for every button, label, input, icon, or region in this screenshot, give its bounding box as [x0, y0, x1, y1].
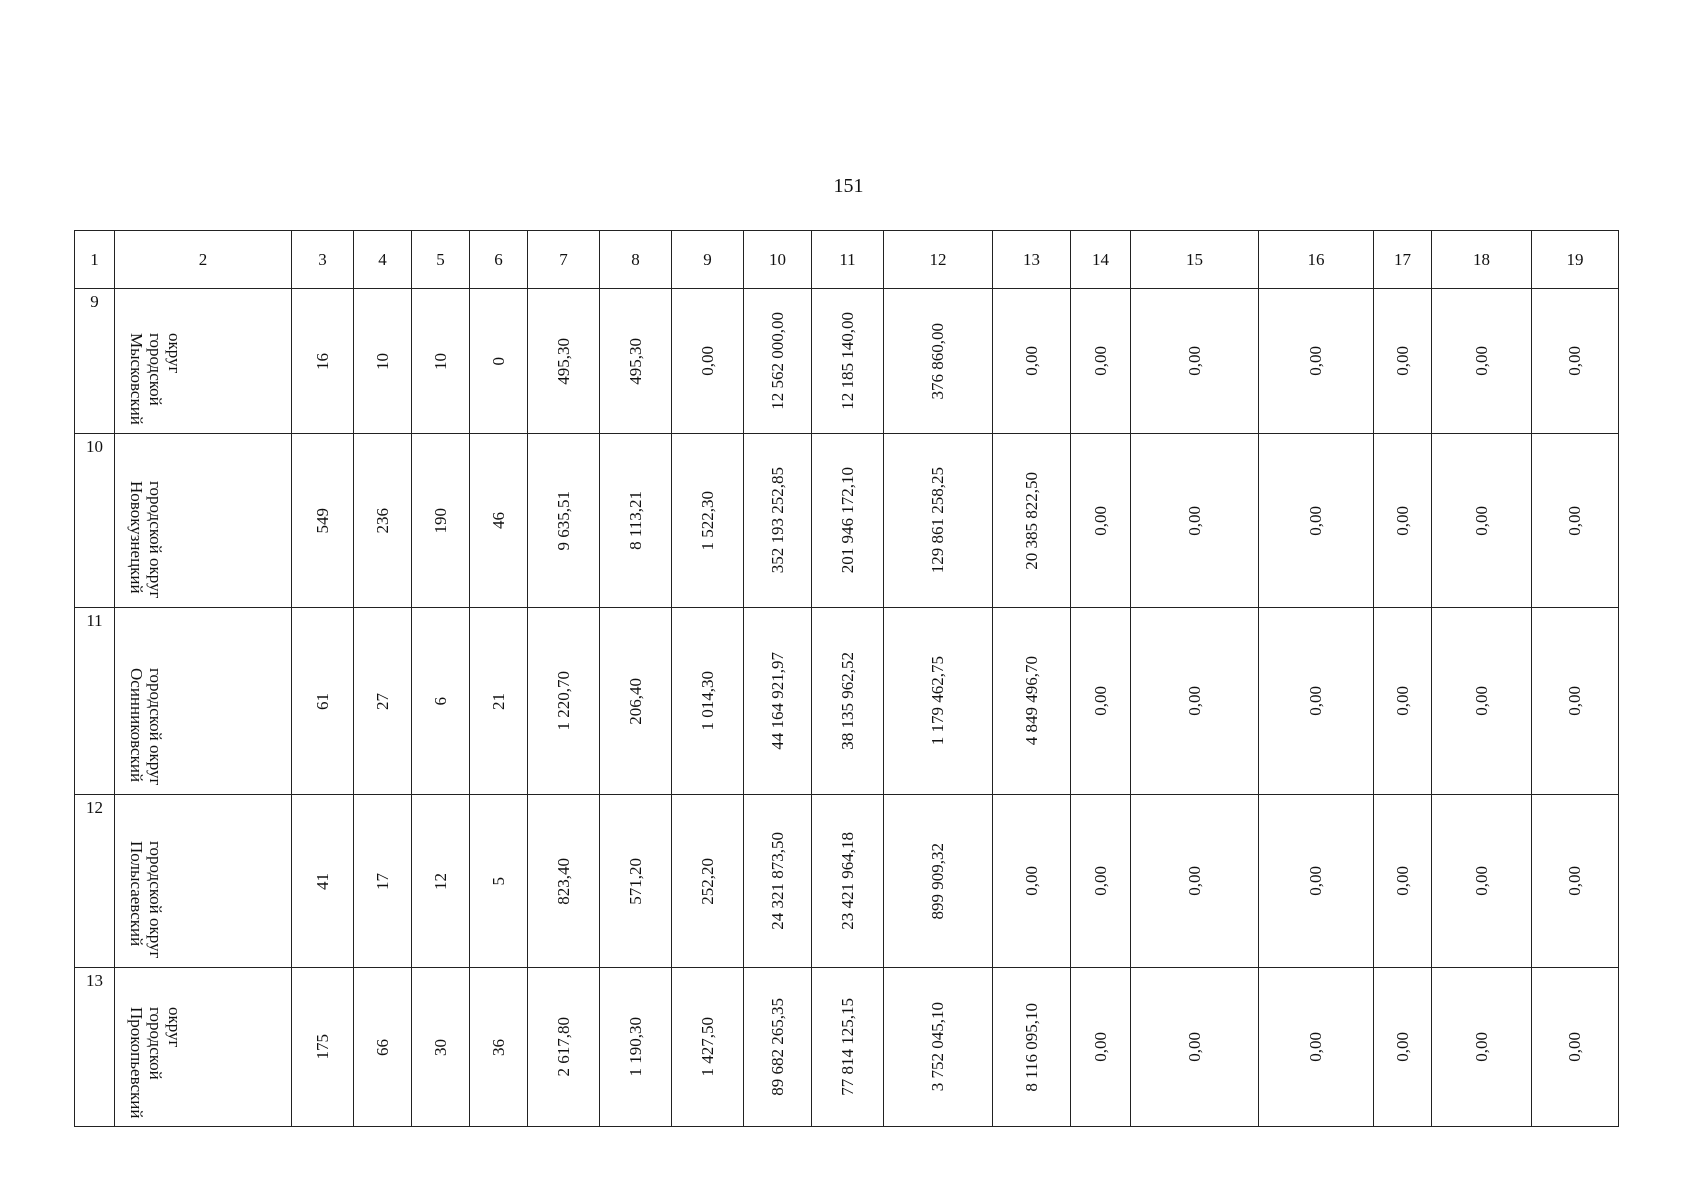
value-cell: [1071, 434, 1131, 608]
value-cell: [744, 795, 812, 968]
cell-value: 0,00: [1090, 866, 1110, 896]
value-cell: [528, 434, 600, 608]
value-cell: [412, 968, 470, 1127]
value-cell: [292, 608, 354, 795]
municipality-name: [127, 442, 165, 599]
cell-value: 0,00: [1392, 346, 1412, 376]
cell-value: 0,00: [1471, 686, 1491, 716]
cell-value: 0,00: [1392, 686, 1412, 716]
cell-value: 352 193 252,85: [767, 467, 787, 574]
municipality-name: [127, 297, 184, 425]
value-cell: [884, 289, 993, 434]
cell-value: 0,00: [1184, 866, 1204, 896]
value-cell: [993, 795, 1071, 968]
municipality-name-cell: [115, 289, 292, 434]
cell-value: 1 014,30: [697, 671, 717, 731]
row-number-cell: [75, 434, 115, 608]
cell-value: 30: [430, 1038, 450, 1056]
cell-value: 0,00: [1471, 1032, 1491, 1062]
cell-value: 4 849 496,70: [1021, 656, 1041, 746]
value-cell: [744, 289, 812, 434]
column-header: 15: [1131, 231, 1259, 289]
value-cell: [884, 968, 993, 1127]
cell-value: 0,00: [1565, 346, 1584, 376]
value-cell: [354, 608, 412, 795]
cell-value: 0,00: [1306, 686, 1325, 716]
cell-value: 1 427,50: [697, 1017, 717, 1077]
column-header: 2: [115, 231, 292, 289]
value-cell: [1259, 968, 1374, 1127]
value-cell: [528, 608, 600, 795]
cell-value: 24 321 873,50: [767, 832, 787, 930]
value-cell: [1374, 608, 1432, 795]
cell-value: 1 190,30: [625, 1017, 645, 1077]
value-cell: [1532, 289, 1619, 434]
header-row: [75, 231, 1619, 289]
value-cell: [672, 608, 744, 795]
value-cell: [412, 795, 470, 968]
municipality-name-line: Прокопьевский: [127, 1006, 146, 1118]
value-cell: [600, 608, 672, 795]
value-cell: [600, 434, 672, 608]
value-cell: [993, 434, 1071, 608]
value-cell: [1374, 434, 1432, 608]
cell-value: 61: [312, 692, 332, 710]
column-header: 4: [354, 231, 412, 289]
cell-value: 0,00: [697, 346, 717, 376]
value-cell: [1259, 608, 1374, 795]
value-cell: [884, 434, 993, 608]
table-row: [75, 289, 1619, 434]
value-cell: [812, 608, 884, 795]
cell-value: 17: [372, 872, 392, 890]
value-cell: [292, 289, 354, 434]
value-cell: [1532, 608, 1619, 795]
cell-value: 41: [312, 872, 332, 890]
column-header: 18: [1432, 231, 1532, 289]
cell-value: 129 861 258,25: [928, 467, 947, 574]
value-cell: [1131, 968, 1259, 1127]
cell-value: 0,00: [1565, 1032, 1584, 1062]
municipality-name-cell: [115, 608, 292, 795]
value-cell: [993, 968, 1071, 1127]
column-header: 3: [292, 231, 354, 289]
municipality-name-line: городской: [146, 333, 165, 406]
municipality-name-line: Осинниковский: [127, 668, 146, 783]
cell-value: 0,00: [1392, 505, 1412, 536]
value-cell: [1532, 795, 1619, 968]
municipality-name: [127, 976, 184, 1118]
cell-value: 66: [372, 1038, 392, 1056]
row-number: 11: [86, 611, 103, 630]
value-cell: [412, 289, 470, 434]
value-cell: [1374, 968, 1432, 1127]
cell-value: 1 220,70: [553, 671, 573, 731]
value-cell: [1532, 968, 1619, 1127]
value-cell: [1131, 795, 1259, 968]
column-header: 5: [412, 231, 470, 289]
municipality-name-line: Мысковский: [127, 333, 146, 425]
column-header: 11: [812, 231, 884, 289]
row-number-cell: [75, 968, 115, 1127]
value-cell: [744, 608, 812, 795]
row-number: 12: [86, 798, 103, 817]
cell-value: 175: [312, 1034, 332, 1060]
cell-value: 89 682 265,35: [767, 998, 787, 1096]
municipality-name: [127, 616, 165, 786]
table-row: [75, 968, 1619, 1127]
value-cell: [354, 289, 412, 434]
value-cell: [1532, 434, 1619, 608]
table-row: [75, 795, 1619, 968]
value-cell: [354, 434, 412, 608]
value-cell: [1374, 289, 1432, 434]
cell-value: 12 562 000,00: [767, 312, 787, 410]
data-table: [74, 230, 1619, 1127]
value-cell: [470, 795, 528, 968]
cell-value: 0,00: [1090, 686, 1110, 716]
column-header: 9: [672, 231, 744, 289]
value-cell: [1374, 795, 1432, 968]
cell-value: 0,00: [1392, 1032, 1412, 1062]
value-cell: [600, 968, 672, 1127]
value-cell: [470, 289, 528, 434]
value-cell: [292, 795, 354, 968]
cell-value: 0,00: [1392, 866, 1412, 896]
municipality-name-line: Новокузнецкий: [127, 481, 146, 595]
cell-value: 0,00: [1471, 866, 1491, 896]
row-number-cell: [75, 795, 115, 968]
page-number: 151: [833, 175, 864, 197]
cell-value: 0,00: [1306, 346, 1325, 376]
cell-value: 38 135 962,52: [837, 652, 857, 750]
cell-value: 8 113,21: [625, 491, 645, 550]
cell-value: 0,00: [1090, 346, 1110, 376]
value-cell: [1432, 434, 1532, 608]
cell-value: 571,20: [625, 857, 645, 905]
value-cell: [470, 434, 528, 608]
value-cell: [884, 795, 993, 968]
value-cell: [1071, 289, 1131, 434]
column-header: 6: [470, 231, 528, 289]
cell-value: 21: [488, 692, 508, 710]
cell-value: 1 179 462,75: [928, 656, 947, 746]
value-cell: [1432, 608, 1532, 795]
value-cell: [1131, 289, 1259, 434]
value-cell: [1131, 434, 1259, 608]
cell-value: 16: [312, 352, 332, 370]
cell-value: 252,20: [697, 857, 717, 905]
cell-value: 12 185 140,00: [837, 312, 857, 410]
value-cell: [292, 434, 354, 608]
value-cell: [600, 795, 672, 968]
municipality-name-line: городской: [146, 1006, 165, 1080]
cell-value: 0,00: [1306, 1032, 1325, 1062]
cell-value: 0,00: [1184, 505, 1204, 536]
value-cell: [1259, 434, 1374, 608]
value-cell: [600, 289, 672, 434]
column-header: 19: [1532, 231, 1619, 289]
cell-value: 0,00: [1306, 505, 1325, 536]
municipality-name-cell: [115, 968, 292, 1127]
value-cell: [812, 434, 884, 608]
column-header: 8: [600, 231, 672, 289]
value-cell: [993, 608, 1071, 795]
column-header: 13: [993, 231, 1071, 289]
municipality-name-line: округ: [165, 1006, 184, 1048]
value-cell: [1071, 968, 1131, 1127]
cell-value: 0,00: [1565, 866, 1584, 896]
cell-value: 0,00: [1565, 505, 1584, 536]
value-cell: [1432, 968, 1532, 1127]
value-cell: [1071, 795, 1131, 968]
value-cell: [470, 968, 528, 1127]
cell-value: 44 164 921,97: [767, 652, 787, 750]
row-number-cell: [75, 289, 115, 434]
value-cell: [1259, 289, 1374, 434]
row-number-cell: [75, 608, 115, 795]
table-row: [75, 434, 1619, 608]
cell-value: 5: [488, 876, 508, 886]
value-cell: [812, 795, 884, 968]
cell-value: 0,00: [1306, 866, 1325, 896]
municipality-name-line: городской округ: [146, 668, 165, 786]
value-cell: [672, 434, 744, 608]
value-cell: [812, 968, 884, 1127]
column-header: 7: [528, 231, 600, 289]
value-cell: [1432, 795, 1532, 968]
row-number: 13: [86, 971, 103, 990]
cell-value: 0,00: [1184, 1032, 1204, 1062]
municipality-name-cell: [115, 434, 292, 608]
value-cell: [744, 968, 812, 1127]
cell-value: 2 617,80: [553, 1017, 573, 1077]
value-cell: [292, 968, 354, 1127]
value-cell: [354, 795, 412, 968]
cell-value: 495,30: [553, 337, 573, 385]
cell-value: 495,30: [625, 337, 645, 385]
value-cell: [672, 795, 744, 968]
cell-value: 0,00: [1021, 346, 1041, 376]
cell-value: 376 860,00: [928, 322, 947, 400]
cell-value: 10: [372, 352, 392, 370]
cell-value: 46: [488, 512, 508, 529]
cell-value: 0,00: [1471, 505, 1491, 536]
cell-value: 0,00: [1090, 505, 1110, 536]
column-header: 1: [75, 231, 115, 289]
value-cell: [528, 289, 600, 434]
cell-value: 0,00: [1021, 866, 1041, 896]
cell-value: 236: [372, 507, 392, 534]
value-cell: [812, 289, 884, 434]
cell-value: 549: [312, 507, 332, 534]
value-cell: [354, 968, 412, 1127]
cell-value: 12: [430, 872, 450, 890]
value-cell: [993, 289, 1071, 434]
municipality-name-cell: [115, 795, 292, 968]
municipality-name: [127, 803, 165, 959]
cell-value: 0: [488, 356, 508, 366]
cell-value: 0,00: [1090, 1032, 1110, 1062]
cell-value: 3 752 045,10: [928, 1002, 947, 1092]
cell-value: 6: [430, 696, 450, 706]
column-header: 10: [744, 231, 812, 289]
cell-value: 1 522,30: [697, 490, 717, 551]
value-cell: [1131, 608, 1259, 795]
cell-value: 20 385 822,50: [1021, 471, 1041, 570]
column-header: 17: [1374, 231, 1432, 289]
value-cell: [528, 795, 600, 968]
cell-value: 206,40: [625, 677, 645, 725]
municipality-name-line: городской округ: [146, 841, 165, 959]
value-cell: [412, 608, 470, 795]
cell-value: 201 946 172,10: [837, 467, 857, 574]
municipality-name-line: городской округ: [146, 481, 165, 599]
cell-value: 23 421 964,18: [837, 832, 857, 930]
value-cell: [884, 608, 993, 795]
table-row: [75, 608, 1619, 795]
cell-value: 0,00: [1565, 686, 1584, 716]
column-header: 12: [884, 231, 993, 289]
value-cell: [672, 289, 744, 434]
cell-value: 0,00: [1184, 346, 1204, 376]
cell-value: 9 635,51: [553, 490, 573, 551]
municipality-name-line: округ: [165, 333, 184, 374]
cell-value: 899 909,32: [928, 842, 947, 920]
value-cell: [1432, 289, 1532, 434]
value-cell: [470, 608, 528, 795]
cell-value: 36: [488, 1038, 508, 1056]
value-cell: [744, 434, 812, 608]
cell-value: 77 814 125,15: [837, 998, 857, 1096]
cell-value: 823,40: [553, 857, 573, 905]
value-cell: [528, 968, 600, 1127]
cell-value: 8 116 095,10: [1021, 1002, 1041, 1092]
cell-value: 10: [430, 352, 450, 370]
cell-value: 0,00: [1184, 686, 1204, 716]
cell-value: 0,00: [1471, 346, 1491, 376]
value-cell: [412, 434, 470, 608]
value-cell: [1071, 608, 1131, 795]
column-header: 16: [1259, 231, 1374, 289]
column-header: 14: [1071, 231, 1131, 289]
row-number: 9: [90, 292, 99, 311]
value-cell: [1259, 795, 1374, 968]
row-number: 10: [86, 437, 103, 456]
municipality-name-line: Полысаевский: [127, 841, 146, 947]
cell-value: 27: [372, 692, 392, 710]
cell-value: 190: [430, 507, 450, 534]
value-cell: [672, 968, 744, 1127]
